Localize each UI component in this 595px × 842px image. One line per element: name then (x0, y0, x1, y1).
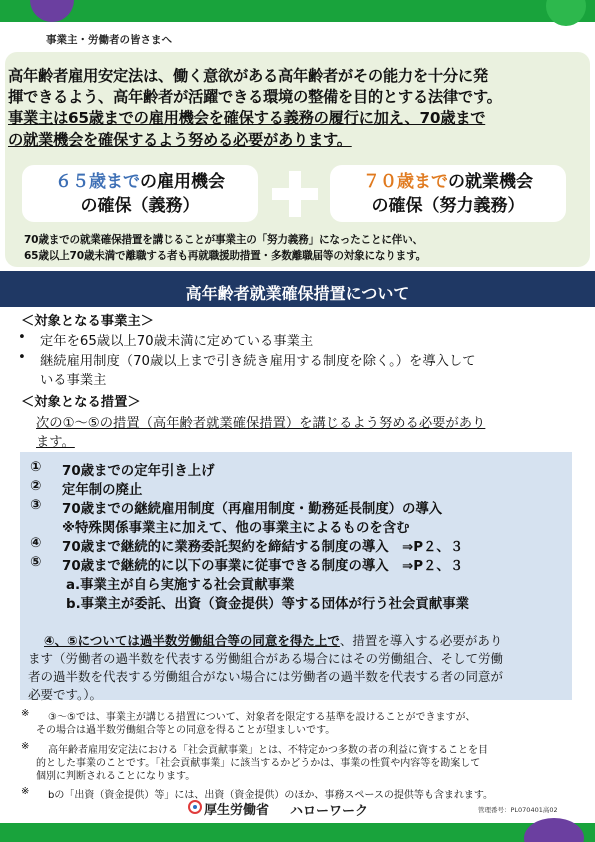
bottom-purple-circle (524, 818, 584, 842)
pill-65-highlight: ６５歳まで (55, 172, 140, 192)
note-line-1: 70歳までの就業確保措置を講じることが事業主の「努力義務」になったことに伴い、 (24, 234, 423, 246)
hellowork-name: ハローワーク (290, 804, 369, 819)
measure-item-4: 70歳まで継続的に業務委託契約を締結する制度の導入 ⇒P２、３ (62, 540, 464, 555)
footnote-2-line-1: 高年齢者雇用安定法における「社会貢献事業」とは、不特定かつ多数の者の利益に資することを目 (48, 745, 488, 756)
intro-line-3: 事業主は65歳までの雇用機会を確保する義務の履行に加え、70歳まで (8, 109, 486, 127)
pill-70-rest: の就業機会 (448, 172, 533, 192)
consent-bold: ④、⑤については過半数労働組合等の同意を得た上で (44, 633, 340, 648)
bullet-icon: • (18, 330, 26, 345)
pill-65-employment (22, 165, 258, 222)
bullet-icon: • (18, 350, 26, 365)
footnote-mark: ※ (21, 741, 30, 752)
measure-item-2: 定年制の廃止 (62, 483, 143, 498)
consent-rest: 、措置を導入する必要があり (339, 633, 503, 648)
footnote-2-line-3: 個別に判断されることになります。 (36, 771, 196, 782)
addressee-text: 事業主・労働者の皆さまへ (46, 34, 172, 46)
measure-item-5b: b.事業主が委託、出資（資金提供）等する団体が行う社会貢献事業 (66, 597, 469, 612)
pill-65-rest: の雇用機会 (140, 172, 225, 192)
measure-item-3-note: ※特殊関係事業主に加えて、他の事業主によるものを含む (62, 521, 410, 536)
footnote-3-line-1: bの「出資（資金提供）等」には、出資（資金提供）のほか、事務スペースの提供等も含まれます。 (48, 790, 494, 801)
pill-70-line2: の確保（努力義務） (371, 196, 525, 216)
measures-heading: ＜対象となる措置＞ (21, 395, 141, 410)
pill-65-line2: の確保（義務） (80, 196, 200, 216)
intro-line-1: 高年齢者雇用安定法は、働く意欲がある高年齢者がその能力を十分に発 (8, 67, 488, 85)
consent-line-3: 者の過半数を代表する労働組合がない場合には労働者の過半数を代表する者の同意が (28, 669, 504, 684)
ministry-name: 厚生労働省 (204, 803, 270, 818)
targets-heading: ＜対象となる事業主＞ (21, 314, 154, 329)
target-item-2-cont: いる事業主 (40, 373, 107, 388)
measure-item-5a: a.事業主が自ら実施する社会貢献事業 (66, 578, 295, 593)
footnote-1-line-2: その場合は過半数労働組合等との同意を得ることが望ましいです。 (36, 725, 336, 736)
measure-number: ⑤ (30, 555, 42, 570)
plus-icon (289, 171, 301, 217)
measure-item-3: 70歳までの継続雇用制度（再雇用制度・勤務延長制度）の導入 (62, 502, 443, 517)
bottom-green-band (0, 823, 595, 842)
measure-number: ④ (30, 536, 42, 551)
measure-item-1: 70歳までの定年引き上げ (62, 464, 215, 479)
target-item-2: 継続雇用制度（70歳以上まで引き続き雇用する制度を除く。）を導入して (40, 354, 476, 369)
footnote-mark: ※ (21, 786, 30, 797)
consent-line-2: ます（労働者の過半数を代表する労働組合がある場合にはその労働組合、そして労働 (28, 651, 504, 666)
measure-number: ② (30, 479, 42, 494)
consent-line-1 (44, 631, 502, 649)
measure-item-5: 70歳まで継続的に以下の事業に従事できる制度の導入 ⇒P２、３ (62, 559, 464, 574)
note-line-2: 65歳以上70歳未満で離職する者も再就職援助措置・多数離職届等の対象になります。 (24, 250, 427, 262)
measure-number: ③ (30, 498, 42, 513)
target-item-1: 定年を65歳以上70歳未満に定めている事業主 (40, 334, 314, 349)
pill-70-work (330, 165, 566, 222)
top-green-circle (546, 0, 586, 26)
intro-line-2: 揮できるよう、高年齢者が活躍できる環境の整備を目的とする法律です。 (8, 88, 502, 106)
measures-intro-2: ます。 (36, 435, 75, 450)
measures-intro-1: 次の①～⑤の措置（高年齢者就業確保措置）を講じるよう努める必要があり (36, 416, 486, 431)
measure-number: ① (30, 460, 42, 475)
top-green-band (0, 0, 595, 22)
footnote-mark: ※ (21, 708, 30, 719)
ministry-logo-icon (188, 800, 202, 814)
pill-70-highlight: ７０歳まで (363, 172, 448, 192)
intro-line-4: の就業機会を確保するよう努める必要があります。 (8, 131, 352, 149)
consent-line-4: 必要です。）。 (28, 687, 103, 702)
section-title: 高年齢者就業確保措置について (185, 284, 410, 303)
footnote-1-line-1: ③～⑤では、事業主が講じる措置について、対象者を限定する基準を設けることができますが、 (48, 712, 476, 723)
footnote-2-line-2: 的とした事業のことです。「社会貢献事業」に該当するかどうかは、事業の性質や内容等を勘案して (36, 758, 481, 769)
management-number: 管理番号：PL070401高02 (478, 806, 558, 814)
